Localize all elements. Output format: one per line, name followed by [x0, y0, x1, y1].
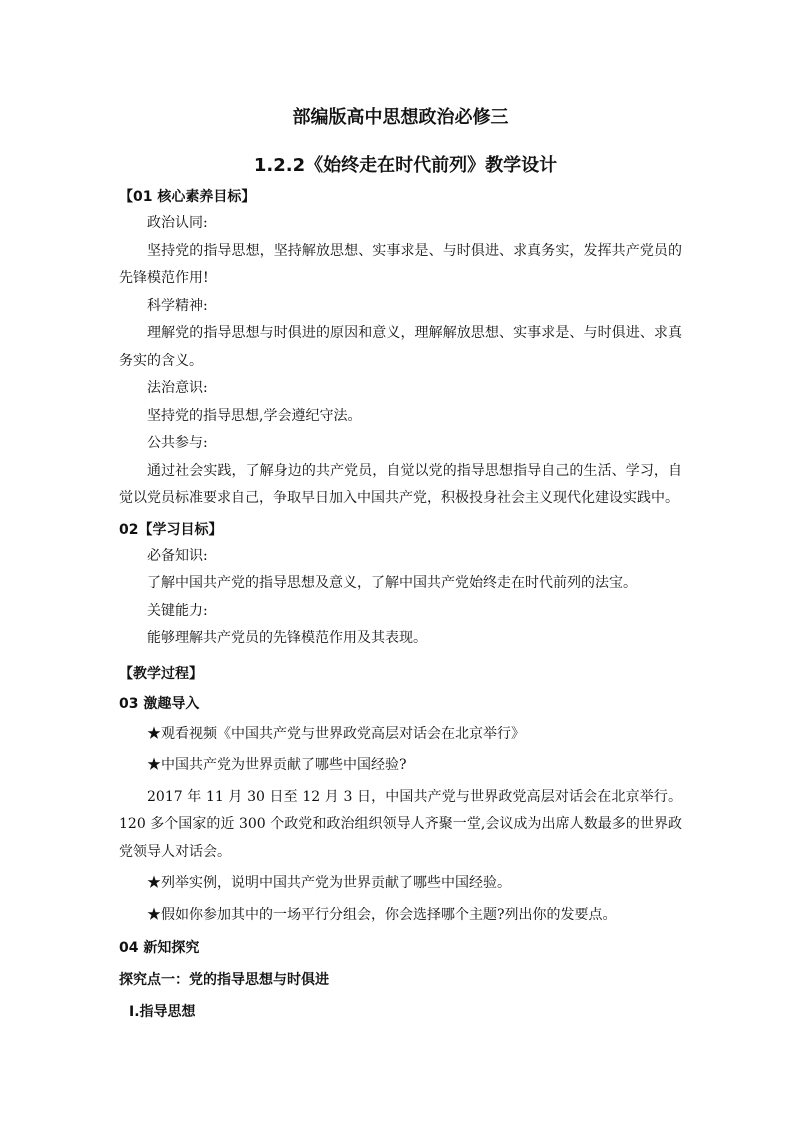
section-learning-goals — [119, 517, 682, 653]
paragraph: ★中国共产党为世界贡献了哪些中国经验? — [147, 757, 407, 773]
label-key-ability: 关键能力: — [147, 602, 208, 619]
subsection-heading: Ⅰ.指导思想 — [129, 1004, 196, 1020]
section-intro — [119, 691, 682, 930]
section-heading-process: 【教学过程】 — [119, 665, 203, 682]
subsection-heading: 探究点一：党的指导思想与时俱进 — [119, 972, 329, 988]
paragraph: 理解党的指导思想与时俱进的原因和意义，理解解放思想、实事求是、与时俱进、求真务实的含义。 — [119, 325, 682, 369]
label-public-participation: 公共参与: — [147, 435, 208, 451]
section-new-knowledge — [119, 935, 682, 1025]
label-rule-of-law: 法治意识: — [147, 380, 208, 396]
section-heading: 【01 核心素养目标】 — [119, 189, 256, 205]
label-political-identity: 政治认同: — [147, 215, 208, 231]
section-heading: 04 新知探究 — [119, 940, 200, 956]
paragraph: ★观看视频《中国共产党与世界政党高层对话会在北京举行》 — [147, 725, 525, 742]
paragraph: 通过社会实践，了解身边的共产党员，自觉以党的指导思想指导自己的生活、学习，自觉以党员标准要求自己，争取早日加入中国共产党，积极投身社会主义现代化建设实践中。 — [119, 462, 682, 506]
section-core-literacy — [119, 184, 682, 513]
document-title: 部编版高中思想政治必修三 — [292, 107, 509, 128]
section-heading: 02【学习目标】 — [119, 521, 223, 538]
label-scientific-spirit: 科学精神: — [147, 297, 208, 314]
paragraph: ★假如你参加其中的一场平行分组会，你会选择哪个主题?列出你的发要点。 — [147, 906, 617, 923]
paragraph: ★列举实例，说明中国共产党为世界贡献了哪些中国经验。 — [147, 875, 511, 891]
document-subtitle: 1.2.2《始终走在时代前列》教学设计 — [253, 155, 558, 176]
paragraph: 坚持党的指导思想，坚持解放思想、实事求是、与时俱进、求真务实，发挥共产党员的先锋模范作用! — [119, 242, 682, 286]
paragraph: 能够理解共产党员的先锋模范作用及其表现。 — [147, 630, 427, 646]
section-heading: 03 激趣导入 — [119, 695, 200, 712]
paragraph: 坚持党的指导思想,学会遵纪守法。 — [147, 407, 362, 424]
paragraph: 了解中国共产党的指导思想及意义，了解中国共产党始终走在时代前列的法宝。 — [147, 575, 637, 591]
paragraph: 2017 年 11 月 30 日至 12 月 3 日，中国共产党与世界政党高层对话会在北京举行。120 多个国家的近 300 个政党和政治组织领导人齐聚一堂,会议成为出席人数最多的世界政党领导人对话会。 — [119, 788, 682, 860]
label-required-knowledge: 必备知识: — [147, 547, 208, 564]
